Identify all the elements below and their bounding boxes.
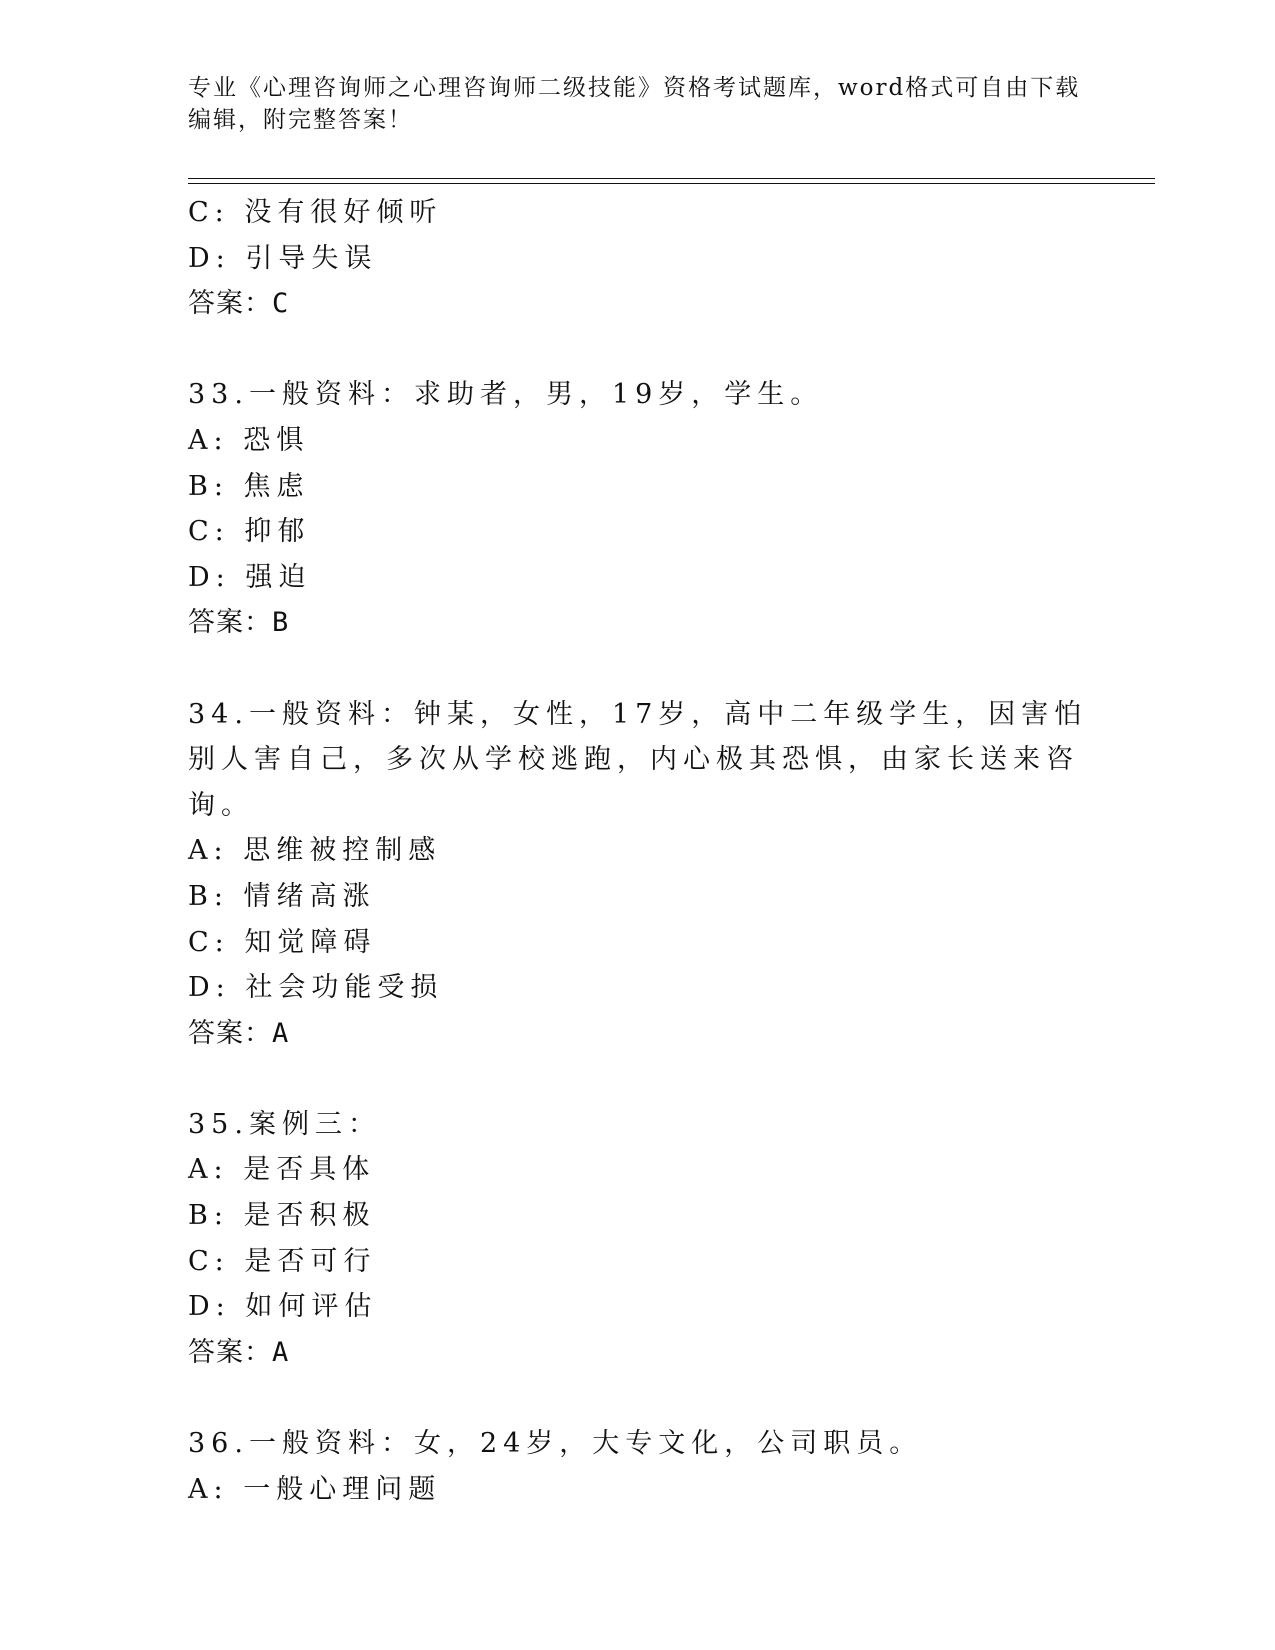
answer-label: 答案： — [188, 607, 272, 639]
option-text: 没有很好倾听 — [244, 197, 443, 228]
option-key: D: — [188, 1291, 231, 1323]
option-text: 知觉障碍 — [244, 926, 377, 958]
option-b — [188, 1193, 1088, 1239]
option-b — [188, 464, 1088, 510]
option-c — [188, 509, 1088, 555]
header-line-1: 专业《心理咨询师之心理咨询师二级技能》资格考试题库，word格式可自由下载 — [188, 75, 1081, 101]
spacer — [188, 646, 1088, 692]
option-key: D: — [188, 242, 231, 274]
option-a — [188, 828, 1088, 874]
option-a — [188, 418, 1088, 464]
option-key: A: — [188, 424, 229, 456]
option-key: A: — [188, 1473, 229, 1505]
option-c — [188, 1239, 1088, 1285]
option-key: B: — [188, 880, 229, 912]
header-line-2: 编辑，附完整答案！ — [188, 107, 413, 133]
question-stem: 36.一般资料：女，24岁，大专文化，公司职员。 — [188, 1428, 923, 1460]
answer-line — [188, 1011, 1088, 1057]
option-text: 是否可行 — [244, 1245, 377, 1277]
option-text: 是否积极 — [243, 1200, 376, 1232]
question-block-prev — [188, 190, 1088, 327]
question-block-34 — [188, 692, 1088, 1057]
answer-value: A — [272, 1017, 290, 1049]
option-c — [188, 190, 1088, 236]
question-block-36 — [188, 1421, 1088, 1512]
answer-value: B — [272, 607, 290, 639]
option-key: C: — [188, 516, 230, 548]
option-key: C: — [188, 197, 230, 228]
answer-value: A — [272, 1336, 290, 1368]
option-text: 强迫 — [245, 561, 312, 593]
header-rule-top — [188, 178, 1155, 179]
option-key: D: — [188, 561, 231, 593]
option-text: 抑郁 — [244, 516, 311, 548]
answer-line — [188, 1330, 1088, 1376]
question-stem: 34.一般资料：钟某，女性，17岁，高中二年级学生，因害怕别人害自己，多次从学校逃跑，内心极其恐惧，由家长送来咨询。 — [188, 698, 1088, 821]
page-header — [188, 72, 1088, 136]
option-a — [188, 1147, 1088, 1193]
option-text: 是否具体 — [243, 1154, 376, 1186]
option-text: 焦虑 — [243, 470, 310, 502]
option-a — [188, 1467, 1088, 1513]
option-text: 如何评估 — [245, 1291, 378, 1323]
option-d — [188, 965, 1088, 1011]
option-key: D: — [188, 972, 231, 1004]
option-text: 情绪高涨 — [243, 880, 376, 912]
answer-label: 答案： — [188, 1017, 272, 1049]
question-stem: 35.案例三： — [188, 1108, 381, 1140]
option-d — [188, 555, 1088, 601]
answer-label: 答案： — [188, 1336, 272, 1368]
answer-label: 答案： — [188, 288, 272, 320]
option-key: C: — [188, 926, 230, 958]
spacer — [188, 1375, 1088, 1421]
option-key: B: — [188, 470, 229, 502]
option-key: C: — [188, 1245, 230, 1277]
option-text: 恐惧 — [243, 424, 310, 456]
spacer — [188, 327, 1088, 373]
question-block-33 — [188, 372, 1088, 646]
header-rule-bottom — [188, 183, 1155, 184]
option-key: A: — [188, 1154, 229, 1186]
option-d — [188, 1284, 1088, 1330]
option-key: A: — [188, 835, 229, 867]
question-list — [188, 190, 1088, 1512]
option-c — [188, 920, 1088, 966]
option-b — [188, 874, 1088, 920]
question-stem: 33.一般资料：求助者，男，19岁，学生。 — [188, 379, 824, 411]
spacer — [188, 1056, 1088, 1102]
answer-line — [188, 600, 1088, 646]
question-block-35 — [188, 1102, 1088, 1376]
option-text: 思维被控制感 — [243, 835, 442, 867]
answer-value: C — [272, 288, 290, 320]
option-key: B: — [188, 1200, 229, 1232]
option-text: 一般心理问题 — [243, 1473, 442, 1505]
option-text: 社会功能受损 — [245, 972, 444, 1004]
option-text: 引导失误 — [245, 242, 378, 274]
option-d — [188, 236, 1088, 282]
answer-line — [188, 281, 1088, 327]
